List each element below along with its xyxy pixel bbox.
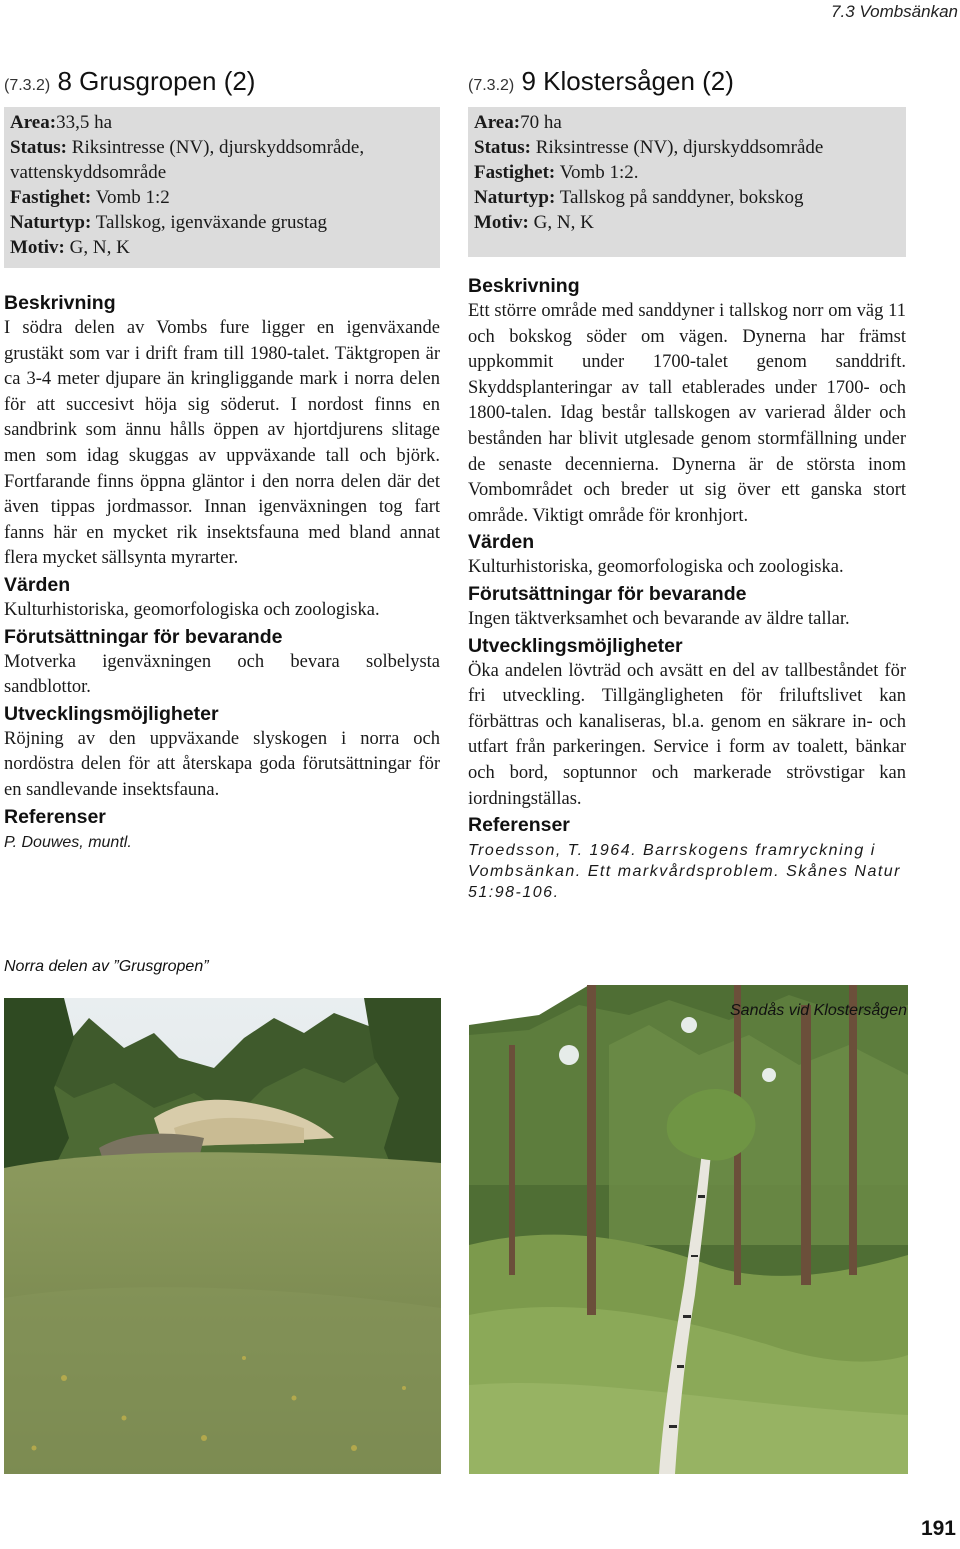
heading-utveckling: Utvecklingsmöjligheter xyxy=(468,634,683,657)
text-utveckling: Röjning av den uppväxande slyskogen i norra och nordöstra delen för att återskapa goda förutsättningar för en sandlevande insektsfauna. xyxy=(4,728,440,800)
info-fastighet: Fastighet: Vomb 1:2. xyxy=(474,162,639,183)
running-head: 7.3 Vombsänkan xyxy=(831,2,958,21)
info-motiv: Motiv: G, N, K xyxy=(10,237,130,258)
heading-referenser: Referenser xyxy=(4,805,106,828)
photo-klostersagen xyxy=(469,985,908,1474)
section-name: 8 Grusgropen (2) xyxy=(57,66,256,96)
info-naturtyp: Naturtyp: Tallskog på sanddyner, bokskog xyxy=(474,187,804,208)
section-number: (7.3.2) xyxy=(468,77,515,94)
info-area: Area:70 ha xyxy=(474,112,562,133)
heading-beskrivning: Beskrivning xyxy=(4,292,116,314)
text-beskrivning: Ett större område med sanddyner i tallskog norr om väg 11 och bokskog söder om vägen. Dynerna har främst uppkommit under 1700-talet genom sanddrift. Skyddsplanteringar av tall etablerades under 1700- och 1800-talen. Idag består tallskogen av varierad ålder och bestånden har blivit utglesade genom stormfällning under de senaste decennierna. Dynerna är de största inom Vombområdet och breder ut sig över ett ganska stort område. Viktigt område för kronhjort. xyxy=(468,301,906,526)
heading-forutsattningar: Förutsättningar för bevarande xyxy=(468,582,747,605)
info-box xyxy=(468,107,906,257)
text-varden: Kulturhistoriska, geomorfologiska och zoologiska. xyxy=(468,557,844,578)
section-title xyxy=(4,66,440,101)
photo-grusgropen xyxy=(4,998,441,1474)
page-number: 191 xyxy=(920,1517,956,1540)
section-klostersagen xyxy=(468,66,906,903)
text-beskrivning: I södra delen av Vombs fure ligger en igenväxande grustäkt som var i drift fram till 1980-talet. Täktgropen är ca 3-4 meter djupare än kringliggande mark i norra delen för att succesivt höja sig söderut. I nordost finns en sandbrink som ännu hålls öppen av hjortdjurens slitage men som idag skuggas av uppväxande tall och björk. Fortfarande finns öppna gläntor i den norra delen där det även tippas jordmassor. Innan igenväxningen tog fart fanns här en mycket rik insektsfauna med bland annat flera mycket sällsynta myrarter. xyxy=(4,318,440,569)
section-name: 9 Klostersågen (2) xyxy=(521,66,734,96)
heading-forutsattningar: Förutsättningar för bevarande xyxy=(4,625,283,648)
section-title xyxy=(468,66,906,101)
heading-varden: Värden xyxy=(468,531,535,554)
photo-caption-right: Sandås vid Klostersågen xyxy=(730,1002,907,1019)
info-status: Status: Riksintresse (NV), djurskyddsområde xyxy=(474,137,824,158)
photo-caption-left: Norra delen av ”Grusgropen” xyxy=(4,958,209,975)
text-referenser: P. Douwes, muntl. xyxy=(4,833,132,851)
text-forutsattningar: Motverka igenväxningen och bevara solbelysta sandblottor. xyxy=(4,651,440,698)
info-status: Status: Riksintresse (NV), djurskyddsområde, vattenskyddsområde xyxy=(10,137,365,183)
section-number: (7.3.2) xyxy=(4,77,51,94)
info-area: Area:33,5 ha xyxy=(10,112,113,133)
text-utveckling: Öka andelen lövträd och avsätt en del av tallbeståndet för fri utveckling. Tillgängligheten för friluftslivet kan förbättras och kanaliseras, bl.a. genom en säkrare in- och utfart från parkeringen. Service i form av toalett, bänkar och bord, soptunnor och markerade strövstigar kan iordningställas. xyxy=(468,660,906,809)
info-box xyxy=(4,107,440,268)
info-naturtyp: Naturtyp: Tallskog, igenväxande grustag xyxy=(10,212,328,233)
text-referenser: Troedsson, T. 1964. Barrskogens framryckning i Vombsänkan. Ett markvårdsproblem. Skånes Natur 51:98-106. xyxy=(468,842,902,902)
text-forutsattningar: Ingen täktverksamhet och bevarande av äldre tallar. xyxy=(468,608,850,629)
heading-beskrivning: Beskrivning xyxy=(468,275,580,297)
text-varden: Kulturhistoriska, geomorfologiska och zoologiska. xyxy=(4,599,380,620)
heading-referenser: Referenser xyxy=(468,814,570,837)
heading-varden: Värden xyxy=(4,573,71,596)
heading-utveckling: Utvecklingsmöjligheter xyxy=(4,702,219,725)
section-grusgropen xyxy=(4,66,440,853)
info-fastighet: Fastighet: Vomb 1:2 xyxy=(10,187,170,208)
info-motiv: Motiv: G, N, K xyxy=(474,212,594,233)
